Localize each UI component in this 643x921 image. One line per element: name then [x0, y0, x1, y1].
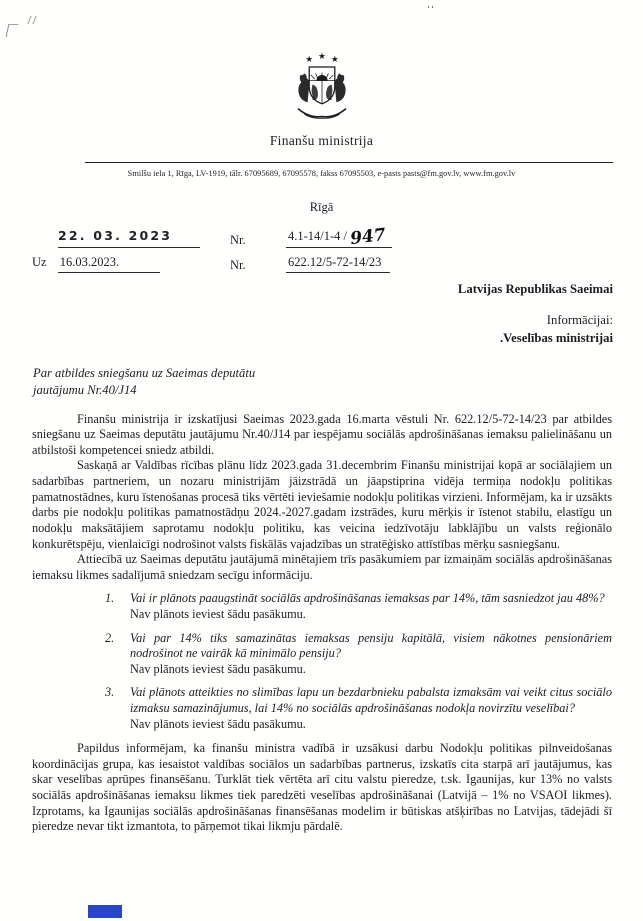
- question-list: [32, 591, 612, 732]
- subject-line: [33, 365, 612, 399]
- question-text: Vai par 14% tiks samazinātas iemaksas pensiju kapitālā, visiem nākotnes pensionāriem nodrošinot ne vairāk kā minimālo pensiju?: [130, 630, 612, 661]
- letter-body: [32, 412, 612, 835]
- svg-text:★: ★: [304, 55, 313, 66]
- reference-block: [32, 225, 613, 273]
- paragraph: Papildus informējam, ka finanšu ministra vadībā ir uzsākusi darbu Nodokļu politikas pilnveidošanas koordinācijas grupa, kas iesaistot valdības sociālos un sadarbības partnerus, izskatīs cita starpā arī jautājumus, kas skar veselības aprūpes finansēšanu. Turklāt tiek vērtēta arī citu valstu pieredze, t.sk. Igaunijas, kur 13% no valsts sociālās apdrošināšanas iemaksu likmes tiek paredzēti veselības apdrošināšanai (Latvijā – 1% no VSAOI likmes). Izprotams, ka Igaunijas sociālās apdrošināšanas finansēšanas modelim ir būtiskas atšķirības no Latvijas, tādejādi šī pieredze nevar tikt izmantota, to pārņemot tikai likmju pārdalē.: [32, 741, 612, 834]
- date-stamp-underline: [58, 228, 200, 248]
- recipient-info-label: Informācijai:: [546, 312, 613, 327]
- contact-line: Smilšu iela 1, Rīga, LV-1919, tālr. 67095689, 67095578, fakss 67095503, e-pasts pasts@fm.gov.lv, www.fm.gov.lv: [127, 169, 516, 178]
- question-item: [105, 685, 612, 732]
- nr-label: Nr.: [230, 233, 246, 247]
- paragraph: Saskaņā ar Valdības rīcības plānu līdz 2023.gada 31.decembrim Finanšu ministrijai kopā ar sociālajiem un sadarbības partneriem, un nozaru ministrijām jāizstrādā un jāapstiprina vidēja termiņa nodokļu politikas pamatnostādnes, kuru īstenošanas procesā tiks vērtēti ieviešamie nodokļu politikas virzieni. Informējam, ka ir uzsākts darbs pie nodokļu politikas pamatnostādņu 2024.-2027.gadam izstrādes, kuru mērķis ir īstenot stabilu, elastīgu un nodokļu maksātājiem saprotamu nodokļu politiku, kas veicina iedzīvotāju labklājību un valsts reģionālo konkurētspēju, vienlaicīgi nodrošinot valsts fiskālās vajadzības un stratēģisko attīstības mērķu sasniegšanu.: [32, 458, 612, 551]
- recipient-secondary: .Veselības ministrijai: [499, 330, 613, 345]
- svg-text:★: ★: [330, 55, 339, 66]
- outgoing-reference-row: [32, 225, 613, 248]
- pen-mark-artifact: [6, 24, 19, 37]
- svg-text:★: ★: [317, 52, 326, 62]
- blue-scan-artifact: [88, 905, 122, 918]
- incoming-reference-row: [32, 255, 613, 273]
- question-number: 2.: [105, 630, 115, 645]
- handwritten-number: 947: [349, 224, 387, 250]
- paragraph: Attiecībā uz Saeimas deputātu jautājumā minētajiem trīs pasākumiem par izmaiņām sociālās apdrošināšanas iemaksu likmes sadalījumā sniedzam secīgu informāciju.: [32, 552, 612, 582]
- incoming-number: 622.12/5-72-14/23: [286, 255, 390, 273]
- question-number: 1.: [105, 591, 115, 606]
- nr-label: Nr.: [230, 258, 246, 272]
- pen-quote-marks-artifact: [27, 16, 36, 24]
- outgoing-number-printed: 4.1-14/1-4 /: [288, 229, 348, 243]
- answer-text: Nav plānots ieviest šādu pasākumu.: [130, 716, 306, 731]
- question-item: [105, 631, 612, 678]
- question-number: 3.: [105, 685, 115, 700]
- paragraph: Finanšu ministrija ir izskatījusi Saeimas 2023.gada 16.marta vēstuli Nr. 622.12/5-72-14/23 par atbildes sniegšanu uz Saeimas deputātu jautājumu Nr.40/J14 par iespējamu sociālās apdrošināšanas iemaksu palielināšanu un atbilstoši kompetencei sniedz atbildi.: [32, 411, 612, 457]
- scan-dots-artifact: [428, 6, 433, 8]
- letterhead-divider: [85, 162, 613, 163]
- city-line: Rīgā: [309, 200, 334, 214]
- incoming-date: 16.03.2023.: [58, 255, 160, 273]
- question-item: [105, 591, 612, 622]
- question-text: Vai ir plānots paaugstināt sociālās apdrošināšanas iemaksas par 14%, tām sasniedzot jau 48%?: [130, 591, 605, 606]
- subject-line-1: Par atbildes sniegšanu uz Saeimas deputātu: [33, 365, 256, 380]
- answer-text: Nav plānots ieviest šādu pasākumu.: [130, 606, 306, 621]
- subject-line-2: jautājumu Nr.40/J14: [33, 382, 137, 397]
- outgoing-number: [286, 225, 392, 248]
- date-stamp: 22. 03. 2023: [58, 228, 173, 243]
- question-text: Vai plānots atteikties no slimības lapu un bezdarbnieku pabalsta izmaksām vai veikt citus sociālo izmaksu samazinājumus, lai 14% no sociālās apdrošināšanas nodokļa novirzītu veselībai?: [130, 685, 612, 715]
- answer-text: Nav plānots ieviest šādu pasākumu.: [130, 661, 306, 676]
- ministry-name: Finanšu ministrija: [269, 133, 374, 148]
- uz-label: Uz: [32, 255, 47, 269]
- latvia-coat-of-arms-icon: [0, 50, 643, 128]
- recipient-primary: Latvijas Republikas Saeimai: [457, 282, 613, 296]
- recipients-block: [0, 282, 613, 347]
